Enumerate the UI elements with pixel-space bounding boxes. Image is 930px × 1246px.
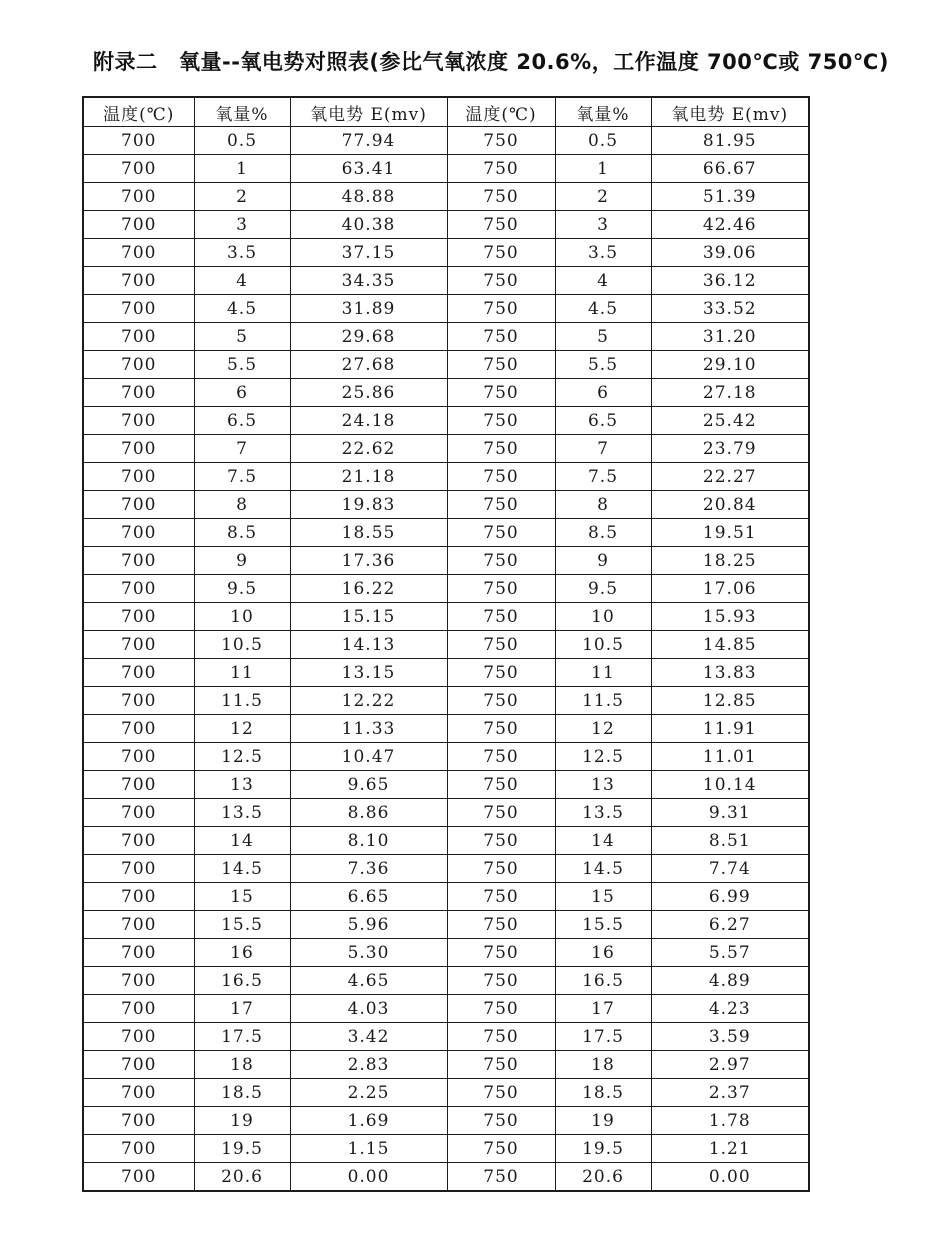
table-cell: 5.96 — [290, 911, 447, 939]
table-cell: 1 — [555, 155, 651, 183]
table-cell: 700 — [83, 939, 194, 967]
table-cell: 4.89 — [651, 967, 809, 995]
table-cell: 4.65 — [290, 967, 447, 995]
table-cell: 29.10 — [651, 351, 809, 379]
table-cell: 2.97 — [651, 1051, 809, 1079]
table-cell: 750 — [447, 491, 555, 519]
table-cell: 14.5 — [194, 855, 290, 883]
table-cell: 20.6 — [555, 1163, 651, 1192]
table-cell: 27.68 — [290, 351, 447, 379]
table-cell: 6.5 — [555, 407, 651, 435]
table-cell: 11.33 — [290, 715, 447, 743]
table-cell: 20.6 — [194, 1163, 290, 1192]
table-cell: 750 — [447, 211, 555, 239]
table-cell: 700 — [83, 323, 194, 351]
table-cell: 25.86 — [290, 379, 447, 407]
table-cell: 8.5 — [194, 519, 290, 547]
table-cell: 10 — [194, 603, 290, 631]
table-row — [83, 211, 809, 239]
table-cell: 750 — [447, 547, 555, 575]
table-cell: 750 — [447, 715, 555, 743]
table-cell: 13.5 — [194, 799, 290, 827]
table-cell: 5 — [194, 323, 290, 351]
table-cell: 750 — [447, 323, 555, 351]
table-cell: 19 — [194, 1107, 290, 1135]
table-cell: 750 — [447, 827, 555, 855]
table-cell: 19.51 — [651, 519, 809, 547]
table-cell: 10.47 — [290, 743, 447, 771]
table-cell: 6.99 — [651, 883, 809, 911]
table-row — [83, 155, 809, 183]
table-cell: 700 — [83, 855, 194, 883]
table-row — [83, 771, 809, 799]
table-cell: 750 — [447, 239, 555, 267]
table-cell: 15.5 — [194, 911, 290, 939]
table-cell: 750 — [447, 155, 555, 183]
table-cell: 7 — [194, 435, 290, 463]
table-cell: 14.5 — [555, 855, 651, 883]
table-cell: 4.5 — [194, 295, 290, 323]
table-cell: 3.59 — [651, 1023, 809, 1051]
table-cell: 17.06 — [651, 575, 809, 603]
table-cell: 9 — [555, 547, 651, 575]
table-cell: 9.5 — [194, 575, 290, 603]
column-header: 氧量% — [194, 97, 290, 127]
table-row — [83, 1107, 809, 1135]
table-cell: 700 — [83, 715, 194, 743]
table-cell: 4 — [555, 267, 651, 295]
table-cell: 750 — [447, 855, 555, 883]
table-cell: 700 — [83, 995, 194, 1023]
table-row — [83, 715, 809, 743]
table-cell: 36.12 — [651, 267, 809, 295]
table-cell: 11 — [555, 659, 651, 687]
table-cell: 13 — [555, 771, 651, 799]
oxygen-potential-table — [82, 96, 810, 1192]
table-cell: 34.35 — [290, 267, 447, 295]
table-cell: 1 — [194, 155, 290, 183]
table-cell: 19.83 — [290, 491, 447, 519]
table-cell: 13.15 — [290, 659, 447, 687]
table-cell: 3.5 — [194, 239, 290, 267]
table-cell: 63.41 — [290, 155, 447, 183]
table-cell: 7.36 — [290, 855, 447, 883]
table-cell: 17.5 — [555, 1023, 651, 1051]
table-cell: 27.18 — [651, 379, 809, 407]
table-cell: 5.5 — [555, 351, 651, 379]
table-cell: 19 — [555, 1107, 651, 1135]
table-row — [83, 435, 809, 463]
table-cell: 17 — [194, 995, 290, 1023]
table-cell: 750 — [447, 967, 555, 995]
table-cell: 750 — [447, 1051, 555, 1079]
table-cell: 750 — [447, 1023, 555, 1051]
table-cell: 31.89 — [290, 295, 447, 323]
table-cell: 18 — [555, 1051, 651, 1079]
table-cell: 750 — [447, 127, 555, 155]
table-cell: 4 — [194, 267, 290, 295]
table-cell: 15 — [194, 883, 290, 911]
table-cell: 2 — [194, 183, 290, 211]
table-cell: 3 — [194, 211, 290, 239]
table-cell: 19.5 — [194, 1135, 290, 1163]
table-cell: 1.15 — [290, 1135, 447, 1163]
table-cell: 16 — [555, 939, 651, 967]
table-cell: 51.39 — [651, 183, 809, 211]
table-cell: 750 — [447, 1107, 555, 1135]
table-cell: 700 — [83, 743, 194, 771]
table-cell: 9.31 — [651, 799, 809, 827]
table-cell: 3.5 — [555, 239, 651, 267]
table-cell: 3.42 — [290, 1023, 447, 1051]
table-cell: 750 — [447, 1079, 555, 1107]
table-cell: 15.5 — [555, 911, 651, 939]
table-cell: 14.85 — [651, 631, 809, 659]
table-cell: 700 — [83, 183, 194, 211]
table-cell: 2.25 — [290, 1079, 447, 1107]
table-cell: 12.85 — [651, 687, 809, 715]
table-cell: 1.78 — [651, 1107, 809, 1135]
table-cell: 0.00 — [290, 1163, 447, 1192]
table-cell: 700 — [83, 883, 194, 911]
table-cell: 750 — [447, 407, 555, 435]
table-row — [83, 463, 809, 491]
table-cell: 12 — [555, 715, 651, 743]
column-header: 氧量% — [555, 97, 651, 127]
column-header: 温度(℃) — [83, 97, 194, 127]
table-cell: 750 — [447, 267, 555, 295]
table-row — [83, 883, 809, 911]
table-row — [83, 183, 809, 211]
table-cell: 2 — [555, 183, 651, 211]
table-cell: 5.30 — [290, 939, 447, 967]
table-cell: 700 — [83, 1163, 194, 1192]
table-row — [83, 1079, 809, 1107]
table-row — [83, 967, 809, 995]
table-cell: 0.5 — [555, 127, 651, 155]
table-cell: 18.5 — [555, 1079, 651, 1107]
table-cell: 8.51 — [651, 827, 809, 855]
table-cell: 750 — [447, 575, 555, 603]
table-row — [83, 267, 809, 295]
table-cell: 750 — [447, 687, 555, 715]
table-cell: 9.5 — [555, 575, 651, 603]
table-cell: 0.00 — [651, 1163, 809, 1192]
table-cell: 15 — [555, 883, 651, 911]
table-row — [83, 911, 809, 939]
table-cell: 700 — [83, 799, 194, 827]
table-cell: 700 — [83, 267, 194, 295]
table-cell: 750 — [447, 659, 555, 687]
table-cell: 700 — [83, 1023, 194, 1051]
table-row — [83, 995, 809, 1023]
page-title: 附录二 氧量--氧电势对照表(参比气氧浓度 20.6%，工作温度 700℃或 750℃) — [93, 50, 889, 74]
table-cell: 700 — [83, 967, 194, 995]
table-cell: 17.5 — [194, 1023, 290, 1051]
table-cell: 1.21 — [651, 1135, 809, 1163]
table-cell: 42.46 — [651, 211, 809, 239]
table-cell: 700 — [83, 519, 194, 547]
table-cell: 16.22 — [290, 575, 447, 603]
table-cell: 14.13 — [290, 631, 447, 659]
table-cell: 700 — [83, 771, 194, 799]
table-cell: 11.5 — [555, 687, 651, 715]
table-cell: 3 — [555, 211, 651, 239]
table-cell: 2.37 — [651, 1079, 809, 1107]
table-cell: 700 — [83, 659, 194, 687]
table-cell: 20.84 — [651, 491, 809, 519]
table-cell: 11.5 — [194, 687, 290, 715]
table-cell: 11.01 — [651, 743, 809, 771]
table-cell: 7.5 — [555, 463, 651, 491]
table-cell: 4.03 — [290, 995, 447, 1023]
table-cell: 750 — [447, 351, 555, 379]
table-row — [83, 603, 809, 631]
table-row — [83, 1163, 809, 1192]
table-cell: 700 — [83, 1107, 194, 1135]
table-cell: 700 — [83, 827, 194, 855]
table-cell: 31.20 — [651, 323, 809, 351]
table-row — [83, 519, 809, 547]
table-row — [83, 295, 809, 323]
table-cell: 8.10 — [290, 827, 447, 855]
table-cell: 700 — [83, 575, 194, 603]
table-row — [83, 631, 809, 659]
table-row — [83, 323, 809, 351]
table-row — [83, 239, 809, 267]
table-cell: 9.65 — [290, 771, 447, 799]
table-cell: 22.62 — [290, 435, 447, 463]
table-cell: 0.5 — [194, 127, 290, 155]
table-cell: 11.91 — [651, 715, 809, 743]
table-row — [83, 1051, 809, 1079]
table-cell: 700 — [83, 239, 194, 267]
table-cell: 700 — [83, 127, 194, 155]
table-row — [83, 855, 809, 883]
table-cell: 6 — [555, 379, 651, 407]
table-cell: 16.5 — [194, 967, 290, 995]
table-cell: 700 — [83, 1135, 194, 1163]
table-cell: 700 — [83, 379, 194, 407]
table-row — [83, 127, 809, 155]
table-cell: 750 — [447, 1135, 555, 1163]
table-cell: 15.93 — [651, 603, 809, 631]
table-cell: 21.18 — [290, 463, 447, 491]
table-cell: 18.55 — [290, 519, 447, 547]
table-row — [83, 743, 809, 771]
table-cell: 10.5 — [555, 631, 651, 659]
table-cell: 6.27 — [651, 911, 809, 939]
table-header-row — [83, 97, 809, 127]
table-cell: 48.88 — [290, 183, 447, 211]
table-cell: 40.38 — [290, 211, 447, 239]
table-cell: 1.69 — [290, 1107, 447, 1135]
table-cell: 66.67 — [651, 155, 809, 183]
table-cell: 16.5 — [555, 967, 651, 995]
table-cell: 18.25 — [651, 547, 809, 575]
table-row — [83, 547, 809, 575]
table-cell: 37.15 — [290, 239, 447, 267]
table-cell: 700 — [83, 295, 194, 323]
table-cell: 700 — [83, 603, 194, 631]
table-cell: 750 — [447, 183, 555, 211]
table-cell: 700 — [83, 547, 194, 575]
table-body — [83, 127, 809, 1192]
table-cell: 8 — [555, 491, 651, 519]
table-cell: 4.5 — [555, 295, 651, 323]
table-cell: 81.95 — [651, 127, 809, 155]
table-cell: 700 — [83, 687, 194, 715]
table-cell: 700 — [83, 1079, 194, 1107]
table-cell: 750 — [447, 519, 555, 547]
table-cell: 14 — [194, 827, 290, 855]
table-cell: 6.65 — [290, 883, 447, 911]
table-cell: 750 — [447, 1163, 555, 1192]
table-cell: 19.5 — [555, 1135, 651, 1163]
table-cell: 750 — [447, 379, 555, 407]
table-cell: 10.14 — [651, 771, 809, 799]
table-cell: 8.5 — [555, 519, 651, 547]
table-cell: 700 — [83, 211, 194, 239]
table-row — [83, 351, 809, 379]
table-cell: 750 — [447, 603, 555, 631]
table-cell: 750 — [447, 463, 555, 491]
table-row — [83, 687, 809, 715]
table-cell: 700 — [83, 911, 194, 939]
table-cell: 18 — [194, 1051, 290, 1079]
table-cell: 33.52 — [651, 295, 809, 323]
table-cell: 12.22 — [290, 687, 447, 715]
table-cell: 6.5 — [194, 407, 290, 435]
table-row — [83, 491, 809, 519]
table-cell: 750 — [447, 743, 555, 771]
table-cell: 10 — [555, 603, 651, 631]
table-cell: 23.79 — [651, 435, 809, 463]
table-cell: 17.36 — [290, 547, 447, 575]
table-cell: 29.68 — [290, 323, 447, 351]
table-cell: 13.83 — [651, 659, 809, 687]
table-cell: 750 — [447, 435, 555, 463]
table-cell: 10.5 — [194, 631, 290, 659]
column-header: 温度(℃) — [447, 97, 555, 127]
table-row — [83, 939, 809, 967]
table-cell: 8.86 — [290, 799, 447, 827]
table-row — [83, 799, 809, 827]
table-row — [83, 827, 809, 855]
table-cell: 8 — [194, 491, 290, 519]
table-cell: 700 — [83, 155, 194, 183]
table-cell: 14 — [555, 827, 651, 855]
table-cell: 5 — [555, 323, 651, 351]
table-cell: 7.5 — [194, 463, 290, 491]
table-cell: 9 — [194, 547, 290, 575]
table-cell: 2.83 — [290, 1051, 447, 1079]
table-cell: 12.5 — [194, 743, 290, 771]
table-cell: 13.5 — [555, 799, 651, 827]
table-cell: 7 — [555, 435, 651, 463]
table-cell: 700 — [83, 491, 194, 519]
table-cell: 24.18 — [290, 407, 447, 435]
table-row — [83, 1135, 809, 1163]
table-cell: 18.5 — [194, 1079, 290, 1107]
table-cell: 700 — [83, 407, 194, 435]
column-header: 氧电势 E(mv) — [651, 97, 809, 127]
table-cell: 77.94 — [290, 127, 447, 155]
table-cell: 700 — [83, 435, 194, 463]
table-cell: 700 — [83, 631, 194, 659]
table-cell: 5.5 — [194, 351, 290, 379]
table-cell: 750 — [447, 799, 555, 827]
table-row — [83, 379, 809, 407]
table-cell: 11 — [194, 659, 290, 687]
table-cell: 25.42 — [651, 407, 809, 435]
column-header: 氧电势 E(mv) — [290, 97, 447, 127]
table-cell: 15.15 — [290, 603, 447, 631]
table-row — [83, 1023, 809, 1051]
table-cell: 13 — [194, 771, 290, 799]
table-cell: 750 — [447, 295, 555, 323]
table-row — [83, 407, 809, 435]
table-cell: 750 — [447, 995, 555, 1023]
table-cell: 12.5 — [555, 743, 651, 771]
table-cell: 700 — [83, 463, 194, 491]
table-cell: 700 — [83, 351, 194, 379]
table-cell: 16 — [194, 939, 290, 967]
table-cell: 700 — [83, 1051, 194, 1079]
table-cell: 750 — [447, 883, 555, 911]
table-cell: 22.27 — [651, 463, 809, 491]
table-cell: 750 — [447, 911, 555, 939]
table-cell: 7.74 — [651, 855, 809, 883]
table-cell: 39.06 — [651, 239, 809, 267]
table-cell: 750 — [447, 771, 555, 799]
table-cell: 17 — [555, 995, 651, 1023]
table-cell: 5.57 — [651, 939, 809, 967]
table-cell: 12 — [194, 715, 290, 743]
table-cell: 4.23 — [651, 995, 809, 1023]
table-cell: 750 — [447, 631, 555, 659]
table-cell: 750 — [447, 939, 555, 967]
table-row — [83, 575, 809, 603]
table-row — [83, 659, 809, 687]
table-cell: 6 — [194, 379, 290, 407]
